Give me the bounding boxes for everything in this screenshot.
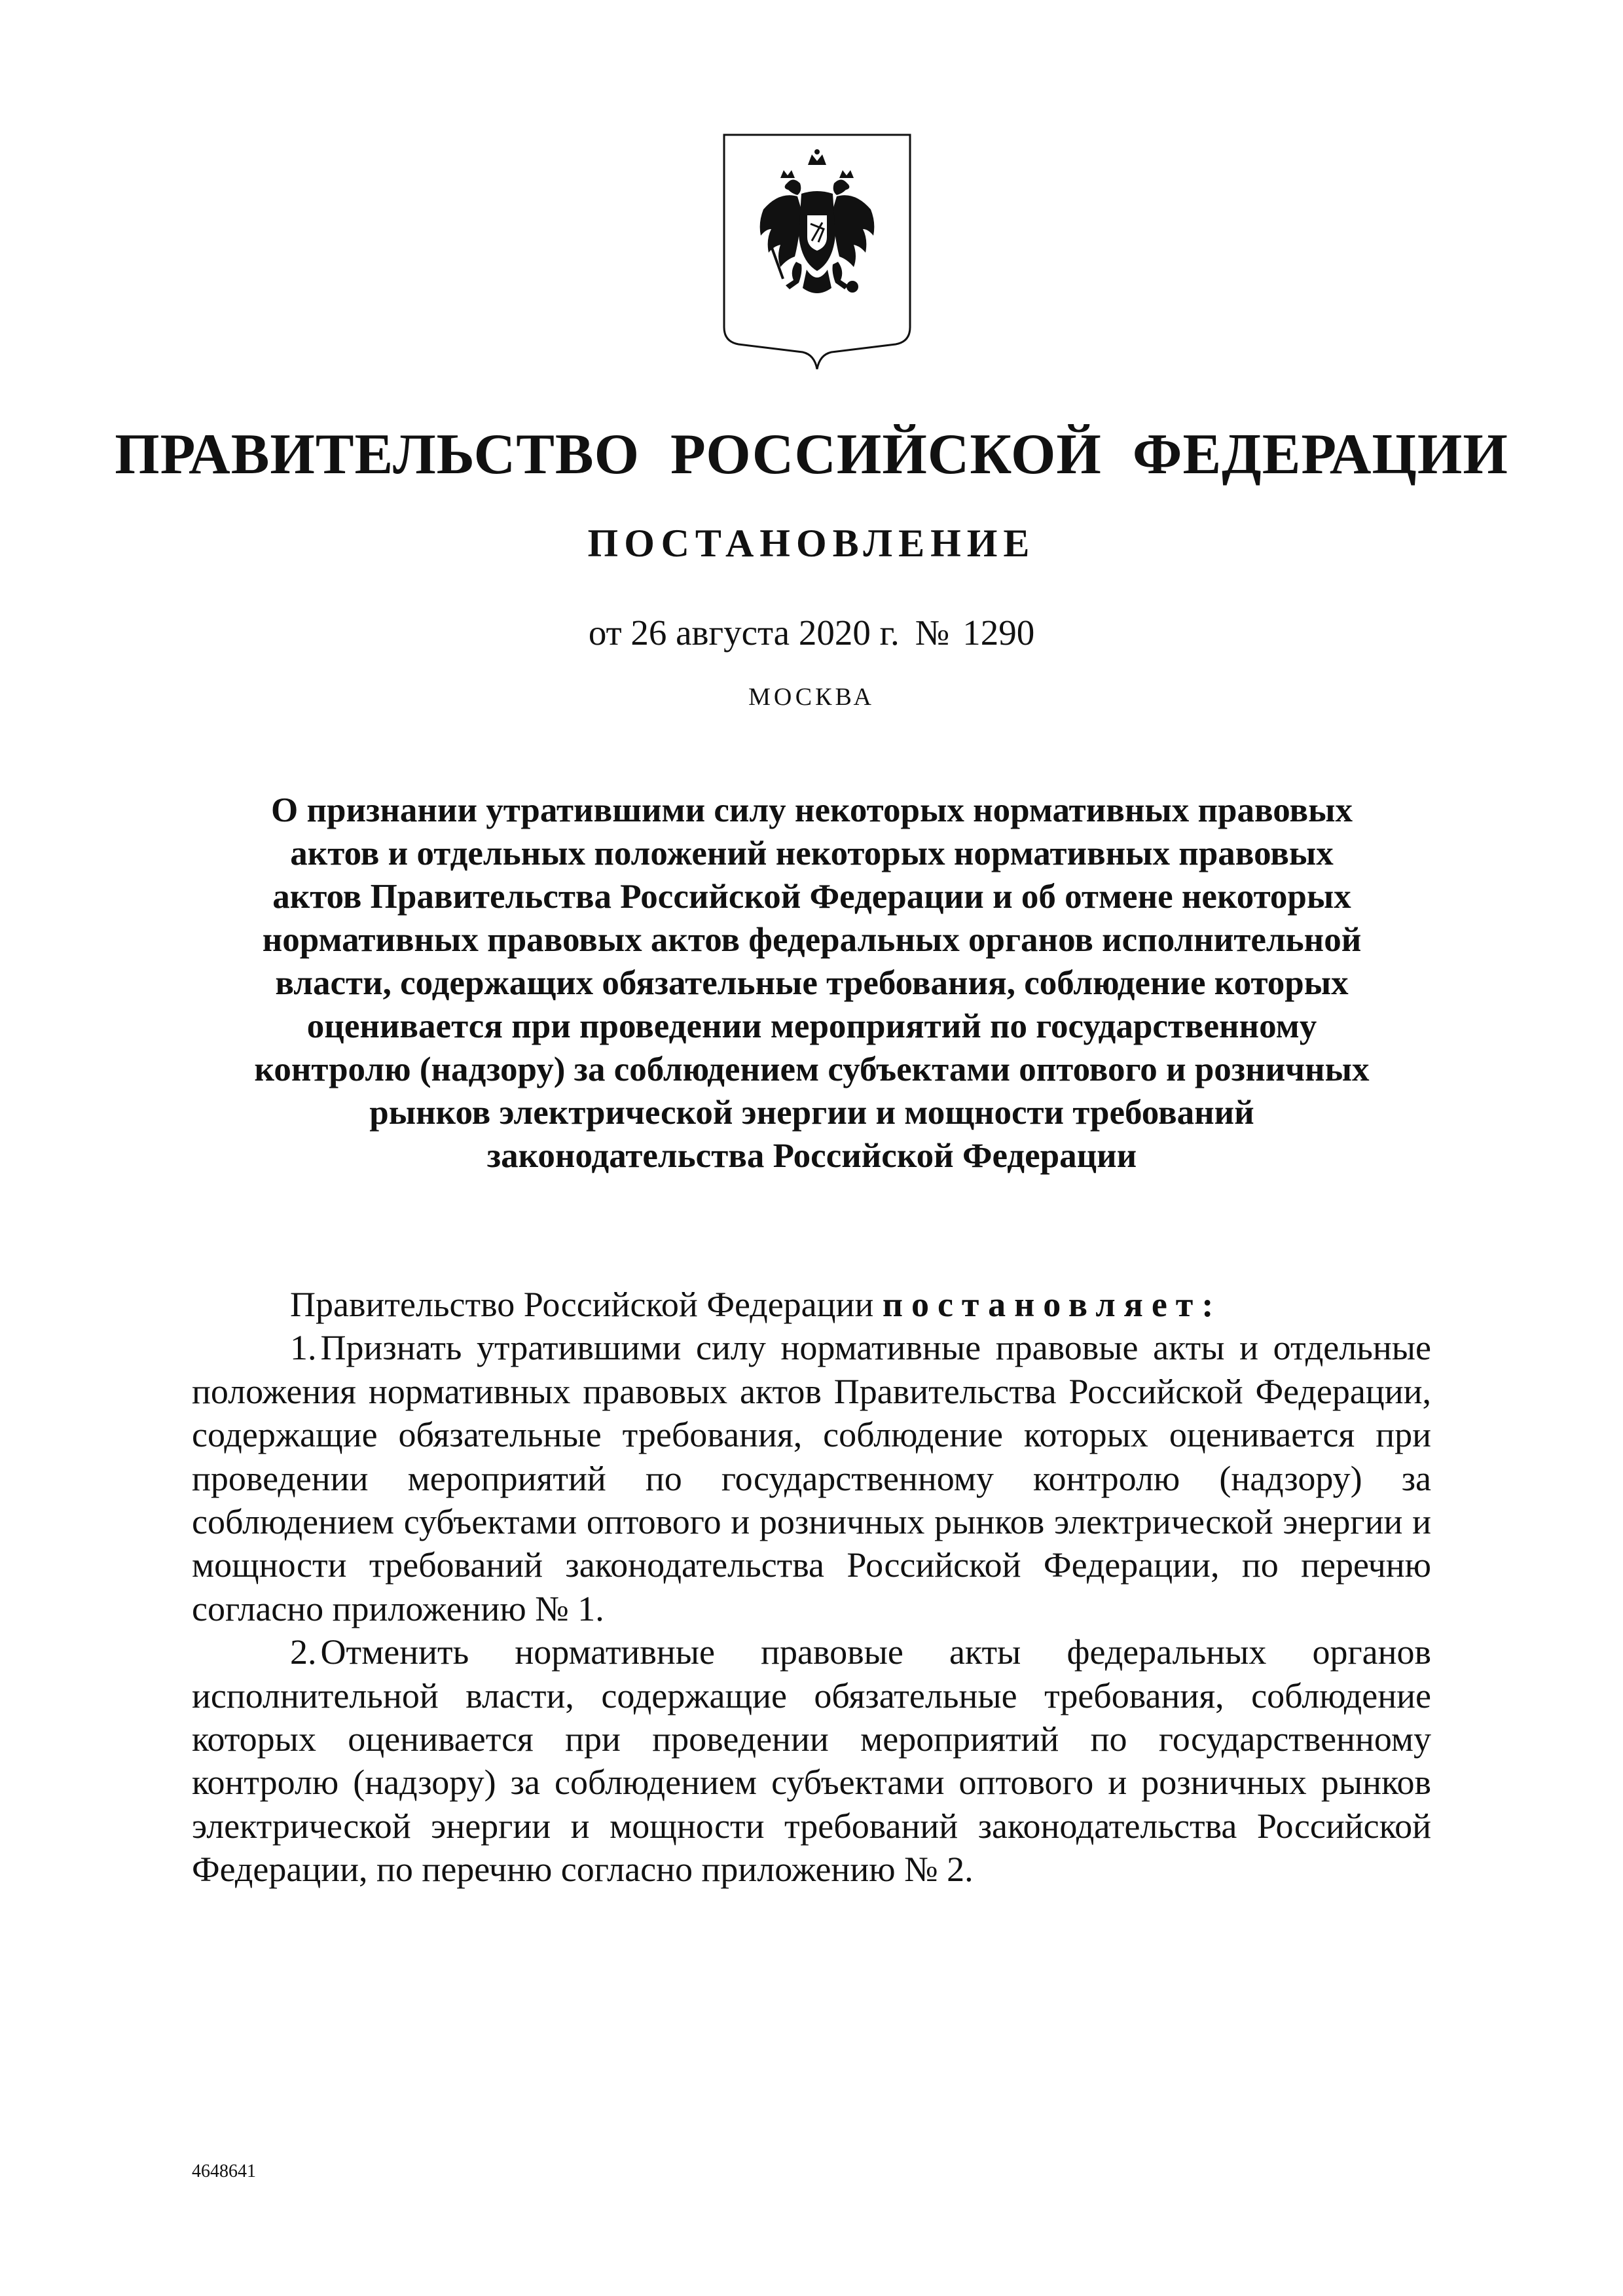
government-title: ПРАВИТЕЛЬСТВО РОССИЙСКОЙ ФЕДЕРАЦИИ	[115, 423, 1508, 486]
number-sign: №	[915, 613, 950, 653]
date-number-line	[0, 610, 1623, 656]
city: МОСКВА	[748, 683, 875, 711]
coat-of-arms-emblem	[720, 131, 914, 373]
intro-paragraph	[192, 1283, 1431, 1326]
heading-line: О признании утратившими силу некоторых нормативных правовых	[271, 791, 1353, 829]
heading-line: нормативных правовых актов федеральных органов исполнительной	[262, 921, 1362, 959]
document-heading	[190, 789, 1434, 1177]
heading-line: законодательства Российской Федерации	[486, 1137, 1137, 1175]
decree-word: постановляет:	[882, 1285, 1222, 1324]
heading-line: власти, содержащих обязательные требования, соблюдение которых	[275, 964, 1349, 1002]
heading-line: рынков электрической энергии и мощности требований	[369, 1094, 1254, 1132]
document-code: 4648641	[192, 2161, 256, 2181]
paragraph-2	[192, 1630, 1431, 1891]
intro-text: Правительство Российской Федерации	[290, 1285, 874, 1324]
heading-line: актов и отдельных положений некоторых нормативных правовых	[290, 834, 1334, 872]
paragraph-number: 1.	[290, 1328, 317, 1368]
paragraph-number: 2.	[290, 1632, 317, 1672]
heading-line: контролю (надзору) за соблюдением субъектами оптового и розничных	[254, 1050, 1370, 1088]
paragraph-text: Признать утратившими силу нормативные правовые акты и отдельные положения нормативных правовых актов Правительства Российской Федерации, содержащие обязательные требования, соблюдение которых оценивается при проведении мероприятий по государственному контролю (надзору) за соблюдением субъектами оптового и розничных рынков электрической энергии и мощности требований законодательства Российской Федерации, по перечню согласно приложению № 1.	[192, 1328, 1431, 1628]
paragraph-1	[192, 1326, 1431, 1630]
document-body	[192, 1283, 1431, 1892]
document-type: ПОСТАНОВЛЕНИЕ	[587, 522, 1036, 565]
document-date: от 26 августа 2020 г.	[588, 613, 900, 653]
heading-line: оценивается при проведении мероприятий по государственному	[306, 1007, 1317, 1045]
document-number: 1290	[962, 613, 1035, 653]
heading-line: актов Правительства Российской Федерации и об отмене некоторых	[272, 878, 1351, 916]
russian-coat-of-arms-icon	[720, 131, 914, 373]
paragraph-text: Отменить нормативные правовые акты федеральных органов исполнительной власти, содержащие обязательные требования, соблюдение которых оценивается при проведении мероприятий по государственному контролю (надзору) за соблюдением субъектами оптового и розничных рынков электрической энергии и мощности требований законодательства Российской Федерации, по перечню согласно приложению № 2.	[192, 1632, 1431, 1890]
